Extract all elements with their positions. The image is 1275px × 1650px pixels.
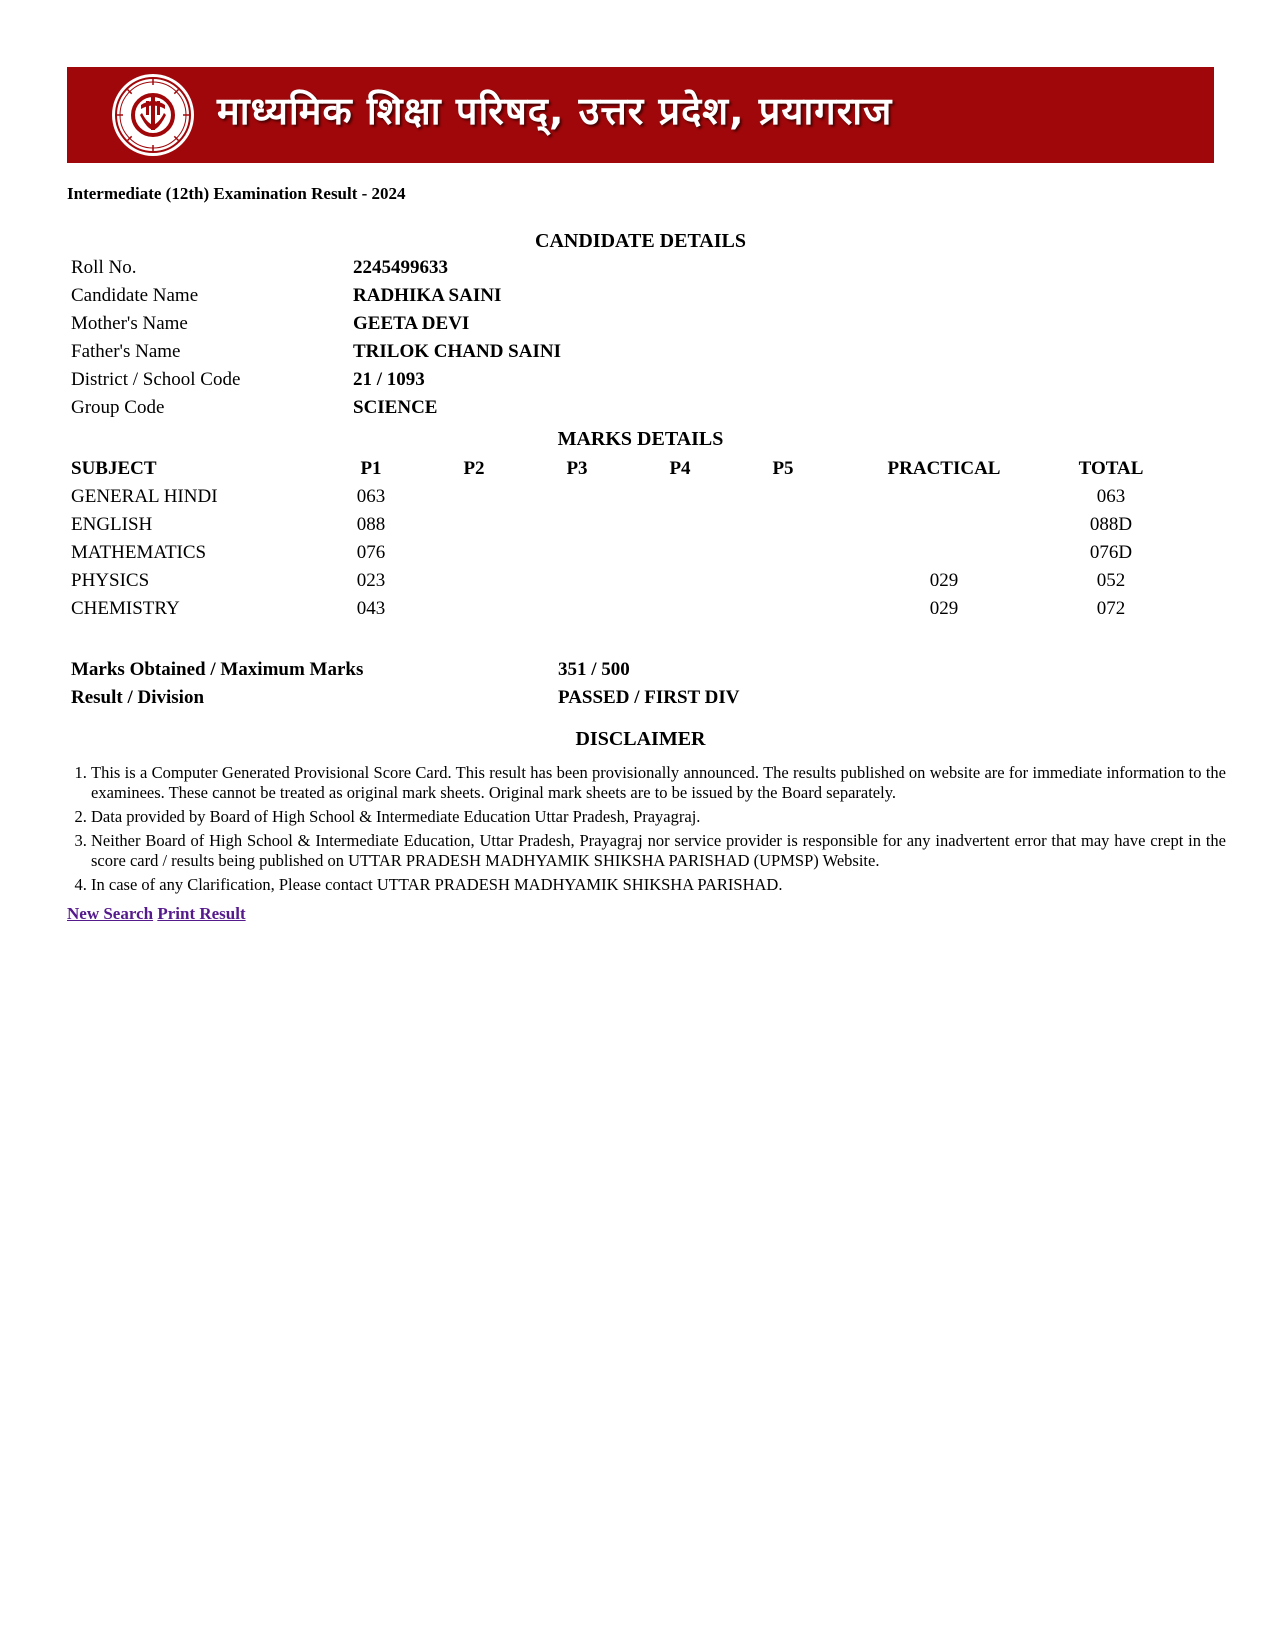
marks-header-row <box>71 455 1214 483</box>
candidate-value: 2245499633 <box>353 257 448 278</box>
result-division-value: PASSED / FIRST DIV <box>558 687 740 708</box>
column-header-practical: PRACTICAL <box>887 458 1001 479</box>
p1-cell: 023 <box>356 570 386 591</box>
total-cell: 072 <box>1096 598 1126 619</box>
marks-row <box>71 567 1214 595</box>
subject-cell: PHYSICS <box>71 570 150 591</box>
marks-details-heading: MARKS DETAILS <box>557 428 724 450</box>
candidate-label: Roll No. <box>71 257 137 278</box>
candidate-label: Mother's Name <box>71 313 188 334</box>
subject-cell: GENERAL HINDI <box>71 486 218 507</box>
subject-cell: ENGLISH <box>71 514 153 535</box>
marks-row <box>71 483 1214 511</box>
action-links <box>67 904 246 924</box>
marks-obtained-value: 351 / 500 <box>558 659 630 680</box>
p1-cell: 063 <box>356 486 386 507</box>
column-header-p1: P1 <box>360 458 382 479</box>
disclaimer-heading: DISCLAIMER <box>575 728 706 750</box>
candidate-value: RADHIKA SAINI <box>353 285 502 306</box>
total-cell: 088D <box>1089 514 1133 535</box>
column-header-total: TOTAL <box>1078 458 1144 479</box>
practical-cell: 029 <box>929 570 959 591</box>
disclaimer-item: 1. This is a Computer Generated Provisional Score Card. This result has been provisionally announced. The results published on website are for immediate information to the examinees. These cannot be treated as original mark sheets. Original mark sheets are to be issued by the Board separately. <box>91 763 1226 803</box>
board-name-title: माध्यमिक शिक्षा परिषद्, उत्तर प्रदेश, प्रयागराज <box>217 89 893 133</box>
candidate-label: Candidate Name <box>71 285 199 306</box>
marks-row <box>71 539 1214 567</box>
column-header-subject: SUBJECT <box>71 458 157 479</box>
column-header-p5: P5 <box>772 458 794 479</box>
disclaimer-list <box>67 763 1226 899</box>
total-cell: 076D <box>1089 542 1133 563</box>
practical-cell: 029 <box>929 598 959 619</box>
disclaimer-item: 2. Data provided by Board of High School & Intermediate Education Uttar Pradesh, Prayagraj. <box>91 807 1226 827</box>
subject-cell: CHEMISTRY <box>71 598 180 619</box>
result-division-label: Result / Division <box>71 687 205 708</box>
p1-cell: 076 <box>356 542 386 563</box>
total-cell: 052 <box>1096 570 1126 591</box>
header-banner <box>67 67 1214 163</box>
candidate-label: District / School Code <box>71 369 241 390</box>
print-result-link[interactable]: Print Result <box>157 904 246 923</box>
total-cell: 063 <box>1096 486 1126 507</box>
candidate-value: GEETA DEVI <box>353 313 470 334</box>
candidate-details-heading: CANDIDATE DETAILS <box>535 230 746 252</box>
disclaimer-item: 3. Neither Board of High School & Intermediate Education, Uttar Pradesh, Prayagraj nor service provider is responsible for any inadvertent error that may have crept in the score card / results being published on UTTAR PRADESH MADHYAMIK SHIKSHA PARISHAD (UPMSP) Website. <box>91 831 1226 871</box>
candidate-value: SCIENCE <box>353 397 438 418</box>
exam-title: Intermediate (12th) Examination Result - 2024 <box>67 184 406 203</box>
disclaimer-item: 4. In case of any Clarification, Please contact UTTAR PRADESH MADHYAMIK SHIKSHA PARISHAD. <box>91 875 1226 895</box>
column-header-p4: P4 <box>669 458 691 479</box>
p1-cell: 088 <box>356 514 386 535</box>
marks-row <box>71 511 1214 539</box>
new-search-link[interactable]: New Search <box>67 904 154 923</box>
upmsp-seal-icon <box>111 73 195 157</box>
candidate-value: 21 / 1093 <box>353 369 425 390</box>
marks-row <box>71 595 1214 623</box>
marks-obtained-label: Marks Obtained / Maximum Marks <box>71 659 364 680</box>
candidate-value: TRILOK CHAND SAINI <box>353 341 561 362</box>
candidate-label: Group Code <box>71 397 165 418</box>
p1-cell: 043 <box>356 598 386 619</box>
column-header-p2: P2 <box>463 458 485 479</box>
column-header-p3: P3 <box>566 458 588 479</box>
candidate-label: Father's Name <box>71 341 181 362</box>
subject-cell: MATHEMATICS <box>71 542 207 563</box>
marks-table <box>71 455 1214 623</box>
